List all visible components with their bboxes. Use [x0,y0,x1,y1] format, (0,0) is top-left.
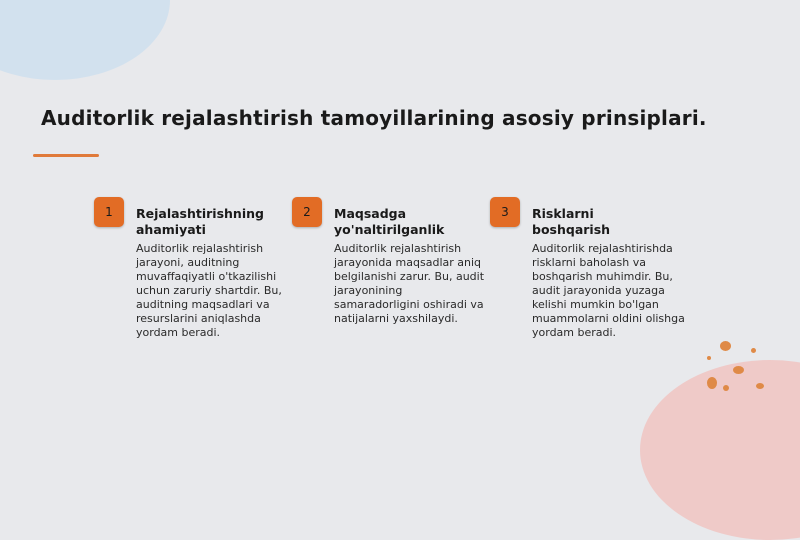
slide-title: Auditorlik rejalashtirish tamoyillarining asosiy prinsiplari. [41,106,707,130]
step-number-badge: 3 [490,197,520,227]
step-title: Rejalashtirishning ahamiyati [136,206,264,237]
decorative-dot [707,356,711,360]
decorative-dot [756,383,764,389]
decorative-dot [707,377,717,389]
step-description: Auditorlik rejalashtirishda risklarni baholash va boshqarish muhimdir. Bu, audit jarayonida yuzaga kelishi mumkin bo'lgan muammolarni oldini olishga yordam beradi. [532,242,685,339]
title-accent-line [33,154,99,157]
step-title: Maqsadga yo'naltirilganlik [334,206,445,237]
decorative-dot [733,366,744,374]
step-number-badge: 1 [94,197,124,227]
decorative-blue-blob [0,0,170,80]
decorative-dot [723,385,729,391]
step-title: Risklarni boshqarish [532,206,611,237]
step-description: Auditorlik rejalashtirish jarayonida maqsadlar aniq belgilanishi zarur. Bu, audit jarayonining samaradorligini oshiradi va natijalarni yaxshilaydi. [334,242,485,325]
step-description: Auditorlik rejalashtirish jarayoni, auditning muvaffaqiyatli o'tkazilishi uchun zaruriy shartdir. Bu, auditning maqsadlari va resurslarini aniqlashda yordam beradi. [136,242,282,339]
step-number-badge: 2 [292,197,322,227]
decorative-dot [751,348,756,353]
decorative-pink-blob [640,360,800,540]
decorative-dot [720,341,731,351]
